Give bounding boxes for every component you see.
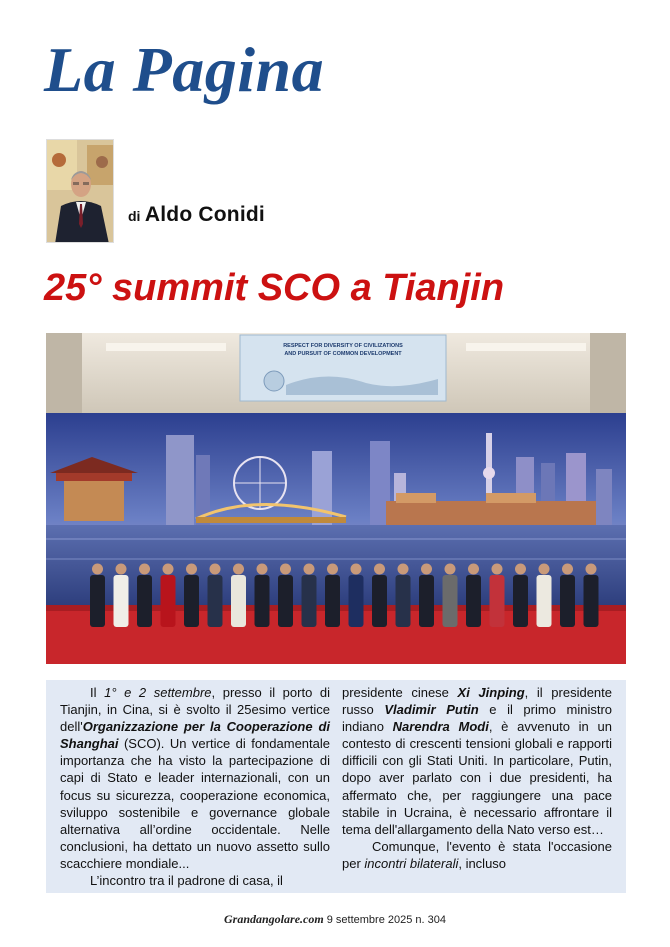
author-prefix: di	[128, 208, 141, 224]
leader-head	[586, 564, 597, 575]
leader-figure	[255, 575, 270, 627]
leader-head	[492, 564, 503, 575]
leader-head	[562, 564, 573, 575]
leader-head	[445, 564, 456, 575]
leader-head	[186, 564, 197, 575]
paragraph-1: Il 1° e 2 settembre, presso il porto di Tianjin, in Cina, si è svolto il 25esimo vertice dell'Organizzazione per la Cooperazione di Shanghai (SCO). Un vertice di fondamentale importanza che ha visto la partecipazione di capi di Stato e leader internazionali, con un focus su sicurezza, cooperazione economica, sviluppo sostenibile e governance globale alternativa all’ordine occidentale. Nelle conclusioni, ha dettato un nuovo assetto sullo scacchiere mondiale...	[60, 685, 331, 871]
masthead-title: La Pagina	[44, 34, 325, 105]
leader-figure	[537, 575, 552, 627]
leader-figure	[466, 575, 481, 627]
leader-figure	[325, 575, 340, 627]
paragraph-2-continued: presidente cinese Xi Jinping, il presidente russo Vladimir Putin e il primo ministro indiano Narendra Modi, è avvenuto in un contesto di crescenti tensioni globali e rapporti difficili con gli Stati Uniti. In particolare, Putin, dopo aver parlato con i due presidenti, ha affermato che, per raggiungere una pace stabile in Ucraina, è necessario affrontare il tema dell'allargamento della Nato verso est…	[342, 685, 612, 837]
author-byline	[128, 203, 265, 227]
summit-photo	[46, 333, 626, 664]
leader-figure	[278, 575, 293, 627]
leader-figure	[137, 575, 152, 627]
leader-head	[163, 564, 174, 575]
leader-head	[304, 564, 315, 575]
article-column-left	[60, 684, 330, 889]
leader-head	[398, 564, 409, 575]
paragraph-3: Comunque, l'evento è stata l'occasione per incontri bilaterali, incluso	[342, 838, 612, 871]
page-footer	[0, 912, 670, 927]
leader-figure	[302, 575, 317, 627]
leader-figure	[443, 575, 458, 627]
leader-head	[515, 564, 526, 575]
leader-head	[116, 564, 127, 575]
leader-head	[374, 564, 385, 575]
leader-head	[92, 564, 103, 575]
leader-figure	[231, 575, 246, 627]
leader-figure	[419, 575, 434, 627]
leader-head	[351, 564, 362, 575]
leader-head	[210, 564, 221, 575]
leader-head	[539, 564, 550, 575]
author-photo	[46, 139, 114, 243]
leader-head	[257, 564, 268, 575]
leader-head	[421, 564, 432, 575]
leader-figure	[513, 575, 528, 627]
leader-figure	[114, 575, 129, 627]
footer-issue: 9 settembre 2025 n. 304	[326, 914, 446, 926]
leader-head	[233, 564, 244, 575]
leader-figure	[560, 575, 575, 627]
leader-figure	[184, 575, 199, 627]
paragraph-2: L’incontro tra il padrone di casa, il	[90, 873, 283, 889]
leader-figure	[161, 575, 176, 627]
leader-figure	[90, 575, 105, 627]
article-headline: 25° summit SCO a Tianjin	[44, 267, 505, 309]
leader-figure	[349, 575, 364, 627]
leader-figure	[584, 575, 599, 627]
leader-head	[280, 564, 291, 575]
leader-figure	[208, 575, 223, 627]
leader-figure	[372, 575, 387, 627]
leader-figure	[490, 575, 505, 627]
leader-head	[327, 564, 338, 575]
article-body	[46, 680, 626, 893]
banner-line-2: AND PURSUIT OF COMMON DEVELOPMENT	[284, 351, 402, 357]
banner-line-1: RESPECT FOR DIVERSITY OF CIVILIZATIONS	[283, 343, 403, 349]
footer-site: Grandangolare.com	[224, 912, 324, 926]
leader-head	[139, 564, 150, 575]
leader-head	[468, 564, 479, 575]
author-name: Aldo Conidi	[144, 203, 265, 226]
article-column-right	[342, 684, 612, 872]
leader-figure	[396, 575, 411, 627]
